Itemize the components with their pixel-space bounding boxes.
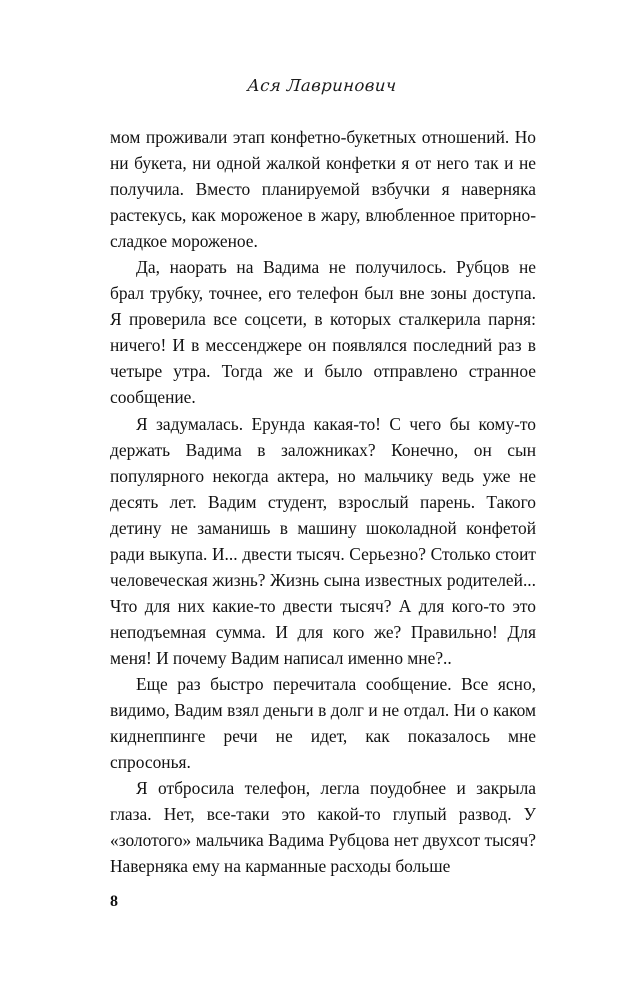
running-head-author: Ася Лавринович <box>246 76 398 95</box>
page-number: 8 <box>110 893 119 910</box>
paragraph: Я отбросила телефон, легла поудобнее и закрыла глаза. Нет, все-таки это какой-то глупый развод. У «золотого» мальчика Вадима Рубцова нет двухсот тысяч? Наверняка ему на карманные расходы больше <box>110 778 536 877</box>
paragraph: Я задумалась. Ерунда какая-то! С чего бы кому-то держать Вадима в заложниках? Конечно, он сын популярного некогда актера, но мальчику ведь уже не десять лет. Вадим студент, взрослый парень. Такого детину не заманишь в машину шоколадной конфетой ради выкупа. И... двести тысяч. Серьезно? Столько стоит человеческая жизнь? Жизнь сына известных родителей... Что для них какие-то двести тысяч? А для кого-то это неподъемная сумма. И для кого же? Правильно! Для меня! И почему Вадим написал именно мне?.. <box>110 413 536 668</box>
paragraph: мом проживали этап конфетно-букетных отношений. Но ни букета, ни одной жалкой конфетки я от него так и не получила. Вместо планируемой взбучки я наверняка растекусь, как мороженое в жару, влюбленное приторно-сладкое мороженое. <box>110 127 536 252</box>
paragraph: Еще раз быстро перечитала сообщение. Все ясно, видимо, Вадим взял деньги в долг и не отдал. Ни о каком киднеппинге речи не идет, как показалось мне спросонья. <box>110 673 536 773</box>
body-text-block <box>110 124 536 879</box>
paragraph: Да, наорать на Вадима не получилось. Рубцов не брал трубку, точнее, его телефон был вне зоны доступа. Я проверила все соцсети, в которых сталкерила парня: ничего! И в мессенджере он появлялся последний раз в четыре утра. Тогда же и было отправлено странное сообщение. <box>110 257 536 408</box>
